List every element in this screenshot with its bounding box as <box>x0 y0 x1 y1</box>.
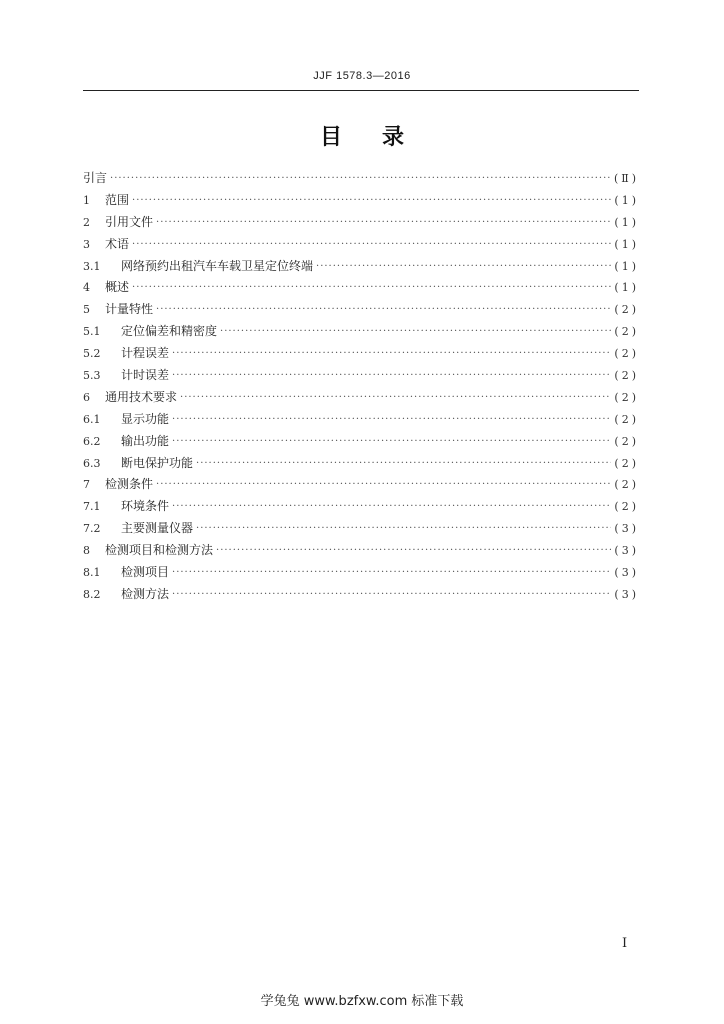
toc-entry-page: (2) <box>614 325 639 339</box>
toc-entry-page: (3) <box>614 566 639 580</box>
toc-entry-number: 5 <box>83 303 90 317</box>
toc-entry-title: 范围 <box>105 192 130 207</box>
toc-dot-leader <box>172 348 611 360</box>
toc-entry-title: 通用技术要求 <box>105 389 178 404</box>
toc-entry[interactable] <box>83 343 639 365</box>
page-title <box>0 120 724 151</box>
toc-entry[interactable] <box>83 299 639 321</box>
toc-entry-page: (2) <box>614 412 639 426</box>
toc-entry-title: 检测条件 <box>105 477 154 492</box>
toc-entry-title: 断电保护功能 <box>121 455 194 470</box>
toc-entry-number: 6.2 <box>83 434 101 448</box>
toc-entry-title: 显示功能 <box>121 411 170 426</box>
toc-entry-page: (2) <box>614 478 639 492</box>
toc-entry-page: (3) <box>614 522 639 536</box>
toc-entry-number: 2 <box>83 215 90 229</box>
toc-entry[interactable] <box>83 365 639 387</box>
toc-entry-page: (Ⅱ) <box>613 172 639 185</box>
toc-dot-leader <box>220 326 611 338</box>
toc-dot-leader <box>172 414 611 426</box>
toc-entry-number: 3.1 <box>83 259 101 273</box>
toc-dot-leader <box>110 173 611 185</box>
title-char-right: 录 <box>382 125 405 150</box>
toc-entry-number: 6.3 <box>83 456 101 470</box>
toc-entry[interactable] <box>83 190 639 212</box>
toc-entry-number: 1 <box>83 193 90 207</box>
toc-entry[interactable] <box>83 168 639 190</box>
toc-entry-page: (2) <box>614 500 639 514</box>
toc-entry-page: (1) <box>614 259 639 273</box>
toc-entry-title: 环境条件 <box>121 499 170 514</box>
toc-entry[interactable] <box>83 321 639 343</box>
header-divider <box>83 90 639 91</box>
toc-entry-page: (2) <box>614 303 639 317</box>
toc-entry-number: 6.1 <box>83 412 101 426</box>
toc-entry[interactable] <box>83 277 639 299</box>
toc-entry-title: 输出功能 <box>121 433 170 448</box>
toc-entry-number: 8.1 <box>83 566 101 580</box>
toc-entry-title: 网络预约出租汽车车载卫星定位终端 <box>121 258 314 273</box>
toc-entry-title: 引用文件 <box>105 214 154 229</box>
toc-entry-page: (3) <box>614 587 639 601</box>
toc-entry[interactable] <box>83 431 639 453</box>
toc-entry[interactable] <box>83 474 639 496</box>
toc-entry-title: 主要测量仪器 <box>121 521 194 536</box>
table-of-contents <box>83 168 639 606</box>
document-code: JJF 1578.3—2016 <box>313 70 411 82</box>
toc-entry-page: (1) <box>614 281 639 295</box>
toc-entry[interactable] <box>83 234 639 256</box>
toc-entry[interactable] <box>83 212 639 234</box>
toc-dot-leader <box>156 217 611 229</box>
toc-entry[interactable] <box>83 540 639 562</box>
title-char-left: 目 <box>319 125 342 150</box>
toc-entry-page: (2) <box>614 390 639 404</box>
toc-entry-page: (2) <box>614 369 639 383</box>
toc-entry-number: 5.2 <box>83 347 101 361</box>
toc-dot-leader <box>132 282 611 294</box>
toc-entry[interactable] <box>83 387 639 409</box>
toc-entry-title: 概述 <box>105 280 130 295</box>
toc-entry-title: 定位偏差和精密度 <box>121 324 218 339</box>
toc-entry[interactable] <box>83 562 639 584</box>
toc-entry-page: (3) <box>614 544 639 558</box>
toc-entry-title: 检测方法 <box>121 586 170 601</box>
toc-dot-leader <box>196 458 611 470</box>
toc-dot-leader <box>172 370 611 382</box>
toc-entry-page: (1) <box>614 215 639 229</box>
toc-dot-leader <box>132 239 611 251</box>
toc-entry-number: 7 <box>83 478 90 492</box>
toc-dot-leader <box>172 436 611 448</box>
toc-entry[interactable] <box>83 496 639 518</box>
toc-dot-leader <box>216 545 611 557</box>
toc-entry-number: 4 <box>83 281 90 295</box>
toc-entry-number: 7.1 <box>83 500 101 514</box>
toc-entry-number: 8.2 <box>83 587 101 601</box>
toc-entry-number: 5.1 <box>83 325 101 339</box>
page-number: I <box>622 936 628 951</box>
toc-entry-number: 3 <box>83 237 90 251</box>
toc-dot-leader <box>180 392 611 404</box>
toc-entry-title: 术语 <box>105 236 130 251</box>
toc-entry-title: 计量特性 <box>105 302 154 317</box>
toc-entry-number: 6 <box>83 390 90 404</box>
toc-dot-leader <box>196 523 611 535</box>
toc-entry-title: 引言 <box>83 171 108 185</box>
footer-watermark: 学兔兔 www.bzfxw.com 标准下载 <box>260 994 464 1009</box>
toc-entry-title: 检测项目 <box>121 565 170 580</box>
toc-dot-leader <box>156 479 611 491</box>
toc-entry[interactable] <box>83 256 639 278</box>
toc-dot-leader <box>316 261 611 273</box>
toc-entry-page: (1) <box>614 193 639 207</box>
toc-entry-page: (2) <box>614 434 639 448</box>
toc-dot-leader <box>172 567 611 579</box>
toc-entry-page: (2) <box>614 347 639 361</box>
toc-dot-leader <box>172 501 611 513</box>
toc-entry-title: 检测项目和检测方法 <box>105 543 214 558</box>
toc-dot-leader <box>172 589 611 601</box>
toc-entry[interactable] <box>83 409 639 431</box>
toc-entry-page: (1) <box>614 237 639 251</box>
toc-dot-leader <box>156 304 611 316</box>
toc-entry-number: 8 <box>83 544 90 558</box>
toc-entry-number: 5.3 <box>83 369 101 383</box>
toc-entry-number: 7.2 <box>83 522 101 536</box>
toc-entry-title: 计时误差 <box>121 368 170 383</box>
toc-entry[interactable] <box>83 518 639 540</box>
toc-entry-page: (2) <box>614 456 639 470</box>
toc-entry[interactable] <box>83 453 639 475</box>
toc-entry-title: 计程误差 <box>121 346 170 361</box>
toc-entry[interactable] <box>83 584 639 606</box>
toc-dot-leader <box>132 195 611 207</box>
